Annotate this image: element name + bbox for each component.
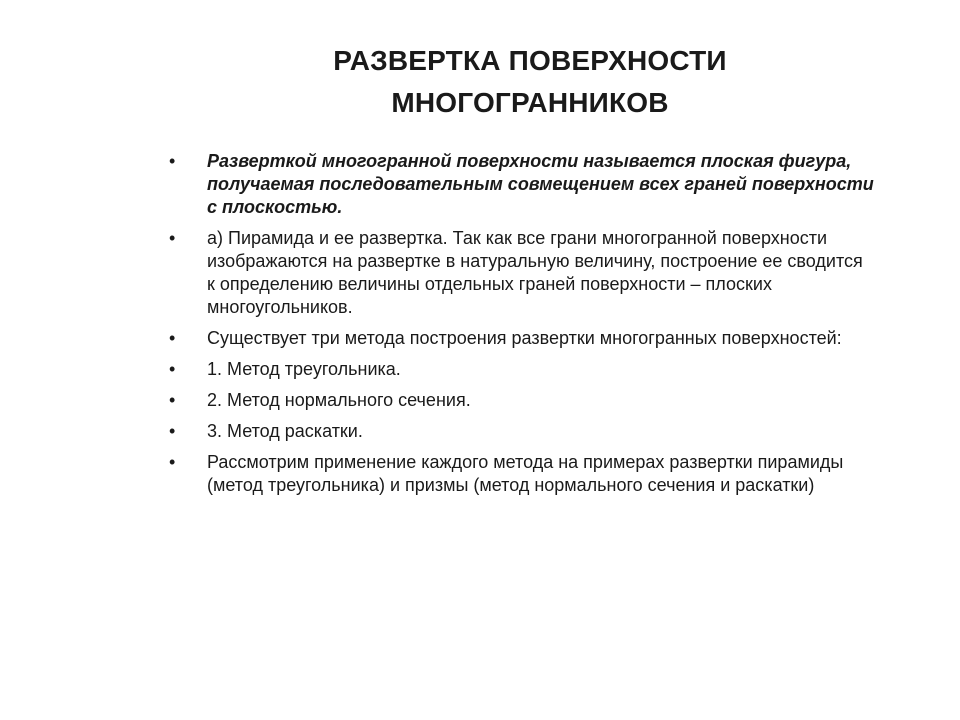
bullet-item-definition (165, 150, 875, 219)
bullet-text: 3. Метод раскатки. (207, 421, 363, 441)
bullet-text: 2. Метод нормального сечения. (207, 390, 471, 410)
bullet-icon: • (169, 228, 176, 248)
bullet-item-methods (165, 327, 875, 350)
bullet-text: Разверткой многогранной поверхности называется плоская фигура, получаемая последовательным совмещением всех граней поверхности с плоскостью. (207, 151, 874, 217)
slide-title-line-1: РАЗВЕРТКА ПОВЕРХНОСТИ (333, 45, 727, 76)
slide-title-line-2: МНОГОГРАННИКОВ (391, 87, 669, 118)
bullet-icon: • (169, 328, 176, 348)
bullet-icon: • (169, 390, 176, 410)
bullet-list (165, 150, 875, 505)
bullet-item-method-3 (165, 420, 875, 443)
bullet-icon: • (169, 359, 176, 379)
bullet-text: Рассмотрим применение каждого метода на примерах развертки пирамиды (метод треугольника) и призмы (метод нормального сечения и раскатки) (207, 452, 844, 495)
bullet-icon: • (169, 421, 176, 441)
bullet-item-pyramid (165, 227, 875, 319)
bullet-icon: • (169, 151, 176, 171)
bullet-item-method-2 (165, 389, 875, 412)
bullet-icon: • (169, 452, 176, 472)
bullet-item-examples (165, 451, 875, 497)
bullet-text: Существует три метода построения развертки многогранных поверхностей: (207, 328, 842, 348)
bullet-text: а) Пирамида и ее развертка. Так как все грани многогранной поверхности изображаются на развертке в натуральную величину, построение ее сводится к определению величины отдельных граней поверхности – плоских многоугольников. (207, 228, 863, 317)
bullet-item-method-1 (165, 358, 875, 381)
bullet-text: 1. Метод треугольника. (207, 359, 401, 379)
slide-title (300, 40, 760, 124)
